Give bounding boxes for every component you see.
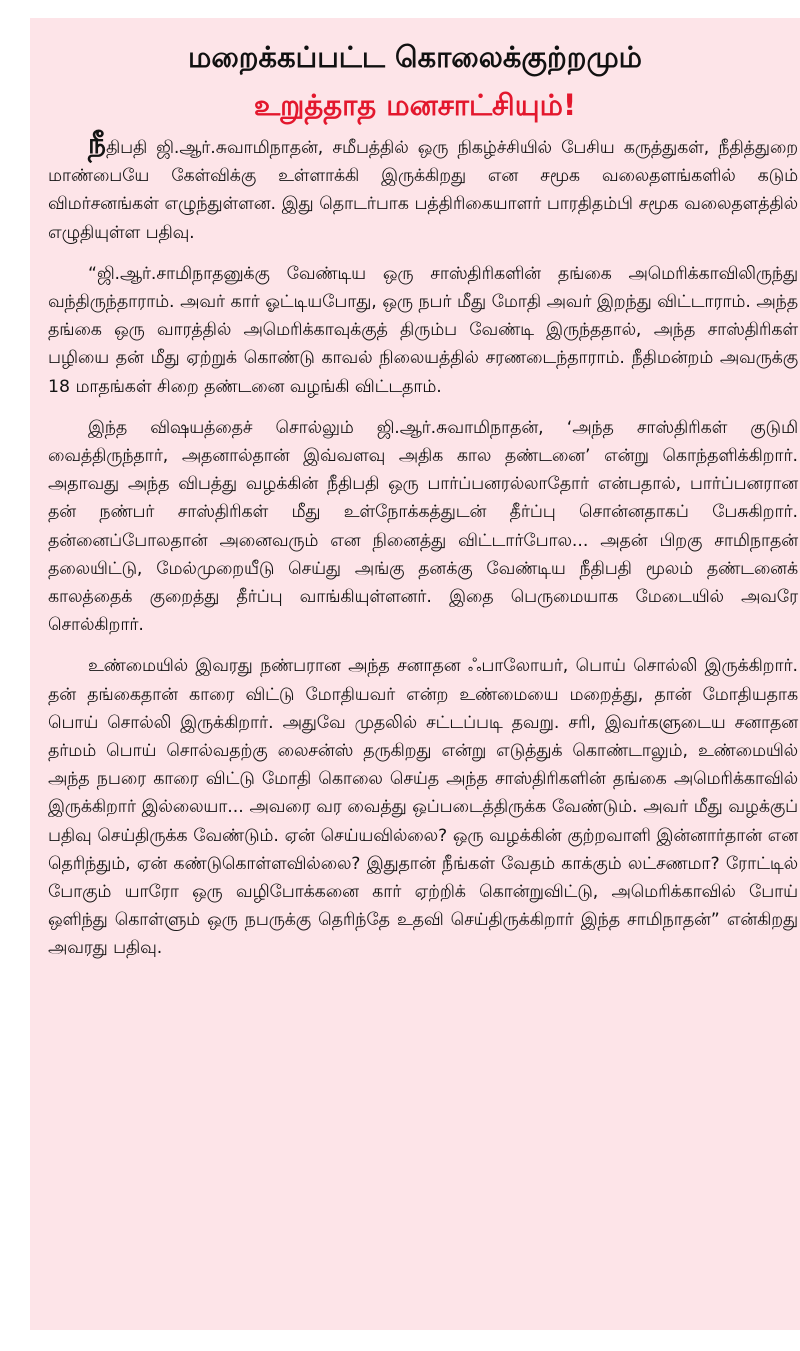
headline-line-2: உறுத்தாத மனசாட்சியும்!: [253, 88, 577, 122]
paragraph-1: [48, 127, 798, 247]
paragraph-1-text: திபதி ஜி.ஆர்.சுவாமிநாதன், சமீபத்தில் ஒரு நிகழ்ச்சியில் பேசிய கருத்துகள், நீதித்துறை மாண்பையே கேள்விக்கு உள்ளாக்கி இருக்கிறது என சமூக வலைதளங்களில் கடும் விமர்சனங்கள் எழுந்துள்ளன. இது தொடர்பாக பத்திரிகையாளர் பாரதிதம்பி சமூக வலைதளத்தில் எழுதியுள்ள பதிவு.: [48, 138, 798, 243]
article-panel: [30, 18, 800, 1330]
article-body: [48, 127, 798, 976]
paragraph-4: உண்மையில் இவரது நண்பரான அந்த சனாதன ஃபாலோயர், பொய் சொல்லி இருக்கிறார். தன் தங்கைதான் காரை விட்டு மோதியவர் என்ற உண்மையை மறைத்து, தான் மோதியதாக பொய் சொல்லி இருக்கிறார். அதுவே முதலில் சட்டப்படி தவறு. சரி, இவர்களுடைய சனாதன தர்மம் பொய் சொல்வதற்கு லைசன்ஸ் தருகிறது என்று எடுத்துக் கொண்டாலும், உண்மையில் அந்த நபரை காரை விட்டு மோதி கொலை செய்த அந்த சாஸ்திரிகளின் தங்கை அமெரிக்காவில் இருக்கிறார் இல்லையா... அவரை வர வைத்து ஒப்படைத்திருக்க வேண்டும். அவர் மீது வழக்குப் பதிவு செய்திருக்க வேண்டும். ஏன் செய்யவில்லை? ஒரு வழக்கின் குற்றவாளி இன்னார்தான் என தெரிந்தும், ஏன் கண்டுகொள்ளவில்லை? இதுதான் நீங்கள் வேதம் காக்கும் லட்சணமா? ரோட்டில் போகும் யாரோ ஒரு வழிபோக்கனை கார் ஏற்றிக் கொன்றுவிட்டு, அமெரிக்காவில் போய் ஒளிந்து கொள்ளும் ஒரு நபருக்கு தெரிந்தே உதவி செய்திருக்கிறார் இந்த சாமிநாதன்” என்கிறது அவரது பதிவு.: [48, 656, 798, 959]
paragraph-2: “ஜி.ஆர்.சாமிநாதனுக்கு வேண்டிய ஒரு சாஸ்திரிகளின் தங்கை அமெரிக்காவிலிருந்து வந்திருந்தாராம். அவர் கார் ஓட்டியபோது, ஒரு நபர் மீது மோதி அவர் இறந்து விட்டாராம். அந்த தங்கை ஒரு வாரத்தில் அமெரிக்காவுக்குத் திரும்ப வேண்டி இருந்ததால், அந்த சாஸ்திரிகள் பழியை தன் மீது ஏற்றுக் கொண்டு காவல் நிலையத்தில் சரணடைந்தாராம். நீதிமன்றம் அவருக்கு 18 மாதங்கள் சிறை தண்டனை வழங்கி விட்டதாம்.: [48, 263, 798, 397]
paragraph-3: இந்த விஷயத்தைச் சொல்லும் ஜி.ஆர்.சுவாமிநாதன், ‘அந்த சாஸ்திரிகள் குடுமி வைத்திருந்தார், அதனால்தான் இவ்வளவு அதிக கால தண்டனை’ என்று கொந்தளிக்கிறார். அதாவது அந்த விபத்து வழக்கின் நீதிபதி ஒரு பார்ப்பனரல்லாதோர் என்பதால், பார்ப்பனரான தன் நண்பர் சாஸ்திரிகள் மீது உள்நோக்கத்துடன் தீர்ப்பு சொன்னதாகப் பேசுகிறார். தன்னைப்போலதான் அனைவரும் என நினைத்து விட்டார்போல... அதன் பிறகு சாமிநாதன் தலையிட்டு, மேல்முறையீடு செய்து அங்கு தனக்கு வேண்டிய நீதிபதி மூலம் தண்டனைக் காலத்தைக் குறைத்து தீர்ப்பு வாங்கியுள்ளனர். இதை பெருமையாக மேடையில் அவரே சொல்கிறார்.: [48, 417, 798, 636]
drop-cap: நீ: [88, 127, 106, 160]
headline-line-1: மறைக்கப்பட்ட கொலைக்குற்றமும்: [188, 40, 642, 74]
